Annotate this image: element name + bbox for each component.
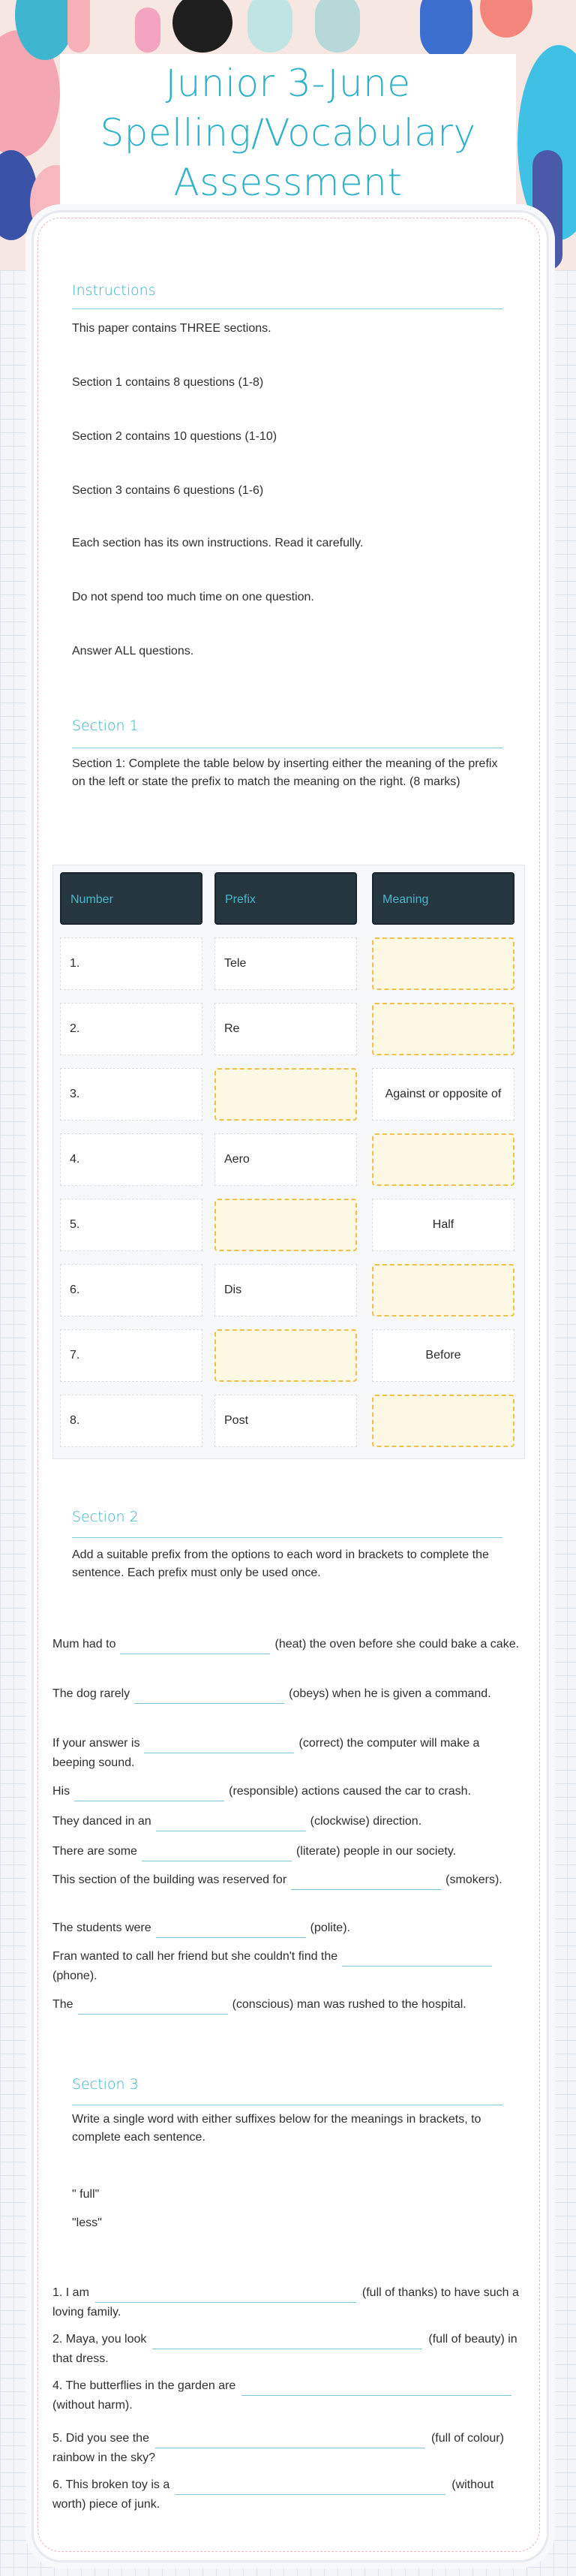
section2-heading: Section 2 xyxy=(72,1509,139,1525)
row-meaning: Half xyxy=(372,1199,514,1251)
meaning-answer-box[interactable] xyxy=(372,1395,514,1447)
decor-shape xyxy=(315,0,360,53)
row-number: 1. xyxy=(60,937,202,990)
instructions-heading: Instructions xyxy=(72,282,156,299)
instruction-line: Section 3 contains 6 questions (1-6) xyxy=(72,484,264,497)
divider xyxy=(72,308,502,309)
question-row: Fran wanted to call her friend but she couldn't find the(phone). xyxy=(52,1947,525,1986)
row-prefix: Dis xyxy=(214,1264,357,1317)
question-row: The students were (polite). xyxy=(52,1918,525,1938)
instruction-line: Do not spend too much time on one question. xyxy=(72,591,314,603)
meaning-answer-box[interactable] xyxy=(372,1133,514,1186)
instruction-line: This paper contains THREE sections. xyxy=(72,322,272,335)
section1-heading: Section 1 xyxy=(72,718,139,734)
question-row: 1. I am (full of thanks) to have such a loving family. xyxy=(52,2286,519,2319)
instruction-line: Answer ALL questions. xyxy=(72,645,194,658)
section1-instructions: Section 1: Complete the table below by inserting either the meaning of the prefix on the left or state the prefix to match the meaning on the right. (8 marks) xyxy=(72,757,498,788)
decor-shape xyxy=(172,0,232,53)
question-row: If your answer is (correct) the computer will make a beeping sound. xyxy=(52,1737,480,1769)
section2-instructions: Add a suitable prefix from the options to each word in brackets to complete the sentence. Each prefix must only be used once. xyxy=(72,1548,489,1579)
question-row: 2. Maya, you look (full of beauty) in that dress. xyxy=(52,2333,518,2365)
answer-blank[interactable] xyxy=(78,2000,228,2015)
question-row: 4. The butterflies in the garden are(without harm). xyxy=(52,2376,525,2415)
question-row: The dog rarely (obeys) when he is given a command. xyxy=(52,1684,525,1704)
instruction-line: Each section has its own instructions. Read it carefully. xyxy=(72,537,364,549)
answer-blank[interactable] xyxy=(176,2481,446,2495)
answer-blank[interactable] xyxy=(155,2434,425,2448)
header-prefix: Prefix xyxy=(214,872,357,925)
answer-blank[interactable] xyxy=(242,2382,512,2396)
row-number: 6. xyxy=(60,1264,202,1317)
instruction-line: Section 1 contains 8 questions (1-8) xyxy=(72,376,264,389)
meaning-answer-box[interactable] xyxy=(372,1264,514,1317)
answer-blank[interactable] xyxy=(156,1924,306,1938)
meaning-answer-box[interactable] xyxy=(372,937,514,990)
answer-blank[interactable] xyxy=(142,1847,292,1861)
prefix-answer-box[interactable] xyxy=(214,1068,357,1121)
decor-shape xyxy=(68,0,90,53)
header-number: Number xyxy=(60,872,202,925)
row-meaning: Against or opposite of xyxy=(372,1068,514,1121)
question-row: There are some (literate) people in our society. xyxy=(52,1842,525,1861)
answer-blank[interactable] xyxy=(144,1739,294,1753)
answer-blank[interactable] xyxy=(152,2335,422,2349)
question-row: 5. Did you see the (full of colour) rainbow in the sky? xyxy=(52,2432,504,2464)
row-number: 7. xyxy=(60,1329,202,1382)
question-row: The (conscious) man was rushed to the hospital. xyxy=(52,1995,525,2015)
row-number: 3. xyxy=(60,1068,202,1121)
row-prefix: Tele xyxy=(214,937,357,990)
question-row: 6. This broken toy is a (without worth) piece of junk. xyxy=(52,2478,494,2511)
answer-blank[interactable] xyxy=(291,1876,441,1890)
row-prefix: Re xyxy=(214,1003,357,1055)
decor-shape xyxy=(248,0,292,53)
row-prefix: Post xyxy=(214,1395,357,1447)
answer-blank[interactable] xyxy=(342,1952,492,1967)
meaning-answer-box[interactable] xyxy=(372,1003,514,1055)
suffix-option: "less" xyxy=(72,2216,102,2229)
answer-blank[interactable] xyxy=(156,1817,306,1831)
question-row: This section of the building was reserved for (smokers). xyxy=(52,1870,525,1890)
answer-blank[interactable] xyxy=(95,2289,356,2303)
question-row: Mum had to (heat) the oven before she could bake a cake. xyxy=(52,1635,525,1654)
page-title: Junior 3-June Spelling/Vocabulary Assessment xyxy=(100,62,476,204)
answer-blank[interactable] xyxy=(134,1690,284,1704)
prefix-answer-box[interactable] xyxy=(214,1199,357,1251)
section3-instructions: Write a single word with either suffixes below for the meanings in brackets, to complete each sentence. xyxy=(72,2113,482,2144)
section3-heading: Section 3 xyxy=(72,2076,139,2093)
answer-blank[interactable] xyxy=(74,1787,224,1801)
instruction-line: Section 2 contains 10 questions (1-10) xyxy=(72,430,278,443)
question-row: His (responsible) actions caused the car to crash. xyxy=(52,1782,525,1801)
suffix-option: " full" xyxy=(72,2188,100,2201)
decor-shape xyxy=(420,0,472,60)
row-meaning: Before xyxy=(372,1329,514,1382)
question-row: They danced in an (clockwise) direction. xyxy=(52,1812,525,1831)
row-number: 8. xyxy=(60,1395,202,1447)
decor-shape xyxy=(480,0,532,38)
answer-blank[interactable] xyxy=(120,1640,270,1654)
row-number: 5. xyxy=(60,1199,202,1251)
row-number: 2. xyxy=(60,1003,202,1055)
prefix-answer-box[interactable] xyxy=(214,1329,357,1382)
decor-shape xyxy=(135,8,160,53)
row-number: 4. xyxy=(60,1133,202,1186)
row-prefix: Aero xyxy=(214,1133,357,1186)
divider xyxy=(72,1537,502,1538)
header-meaning: Meaning xyxy=(372,872,514,925)
